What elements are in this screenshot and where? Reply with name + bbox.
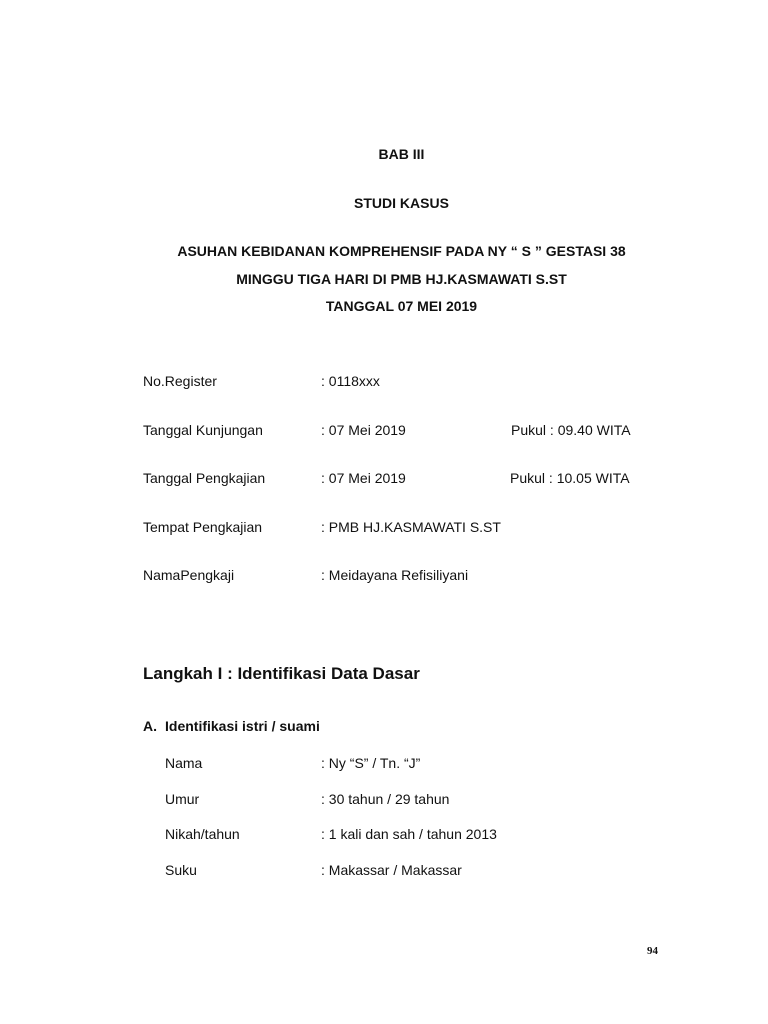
info-value: : 07 Mei 2019 — [321, 422, 406, 438]
info-value: : Meidayana Refisiliyani — [321, 567, 469, 583]
info-row-visit-date — [0, 422, 768, 442]
identity-row-marriage — [0, 826, 768, 846]
info-time: Pukul : 09.40 WITA — [511, 422, 631, 438]
subsection-letter: A. — [143, 718, 157, 734]
identity-row-name — [0, 755, 768, 775]
identity-label: Nama — [165, 755, 203, 771]
section-heading: Langkah I : Identifikasi Data Dasar — [143, 664, 420, 683]
page-number: 94 — [647, 945, 658, 957]
identity-row-age — [0, 791, 768, 811]
identity-label: Nikah/tahun — [165, 826, 240, 842]
info-label: Tempat Pengkajian — [143, 519, 263, 535]
info-value: : 0118xxx — [321, 373, 380, 389]
identity-value: : Ny “S” / Tn. “J” — [321, 755, 421, 771]
info-row-assessment-place — [0, 519, 768, 539]
identity-row-ethnicity — [0, 862, 768, 882]
identity-label: Umur — [165, 791, 200, 807]
identity-label: Suku — [165, 862, 197, 878]
identity-value: : 1 kali dan sah / tahun 2013 — [321, 826, 497, 842]
info-row-register — [0, 373, 768, 393]
info-row-assessment-date — [0, 470, 768, 490]
info-label: Tanggal Kunjungan — [143, 422, 263, 438]
identity-value: : 30 tahun / 29 tahun — [321, 791, 450, 807]
case-title-line-2: MINGGU TIGA HARI DI PMB HJ.KASMAWATI S.ST — [236, 271, 567, 287]
identity-value: : Makassar / Makassar — [321, 862, 462, 878]
case-title-line-1: ASUHAN KEBIDANAN KOMPREHENSIF PADA NY “ S ” GESTASI 38 — [177, 243, 626, 259]
info-label: No.Register — [143, 373, 217, 389]
case-date-line: TANGGAL 07 MEI 2019 — [325, 298, 478, 314]
chapter-title: STUDI KASUS — [354, 195, 449, 211]
info-label: NamaPengkaji — [143, 567, 235, 583]
chapter-heading: BAB III — [378, 146, 425, 162]
info-time: Pukul : 10.05 WITA — [510, 470, 630, 486]
info-row-assessor — [0, 567, 768, 587]
subsection-title: Identifikasi istri / suami — [165, 718, 320, 734]
info-label: Tanggal Pengkajian — [143, 470, 266, 486]
info-value: : 07 Mei 2019 — [321, 470, 406, 486]
info-value: : PMB HJ.KASMAWATI S.ST — [321, 519, 501, 535]
